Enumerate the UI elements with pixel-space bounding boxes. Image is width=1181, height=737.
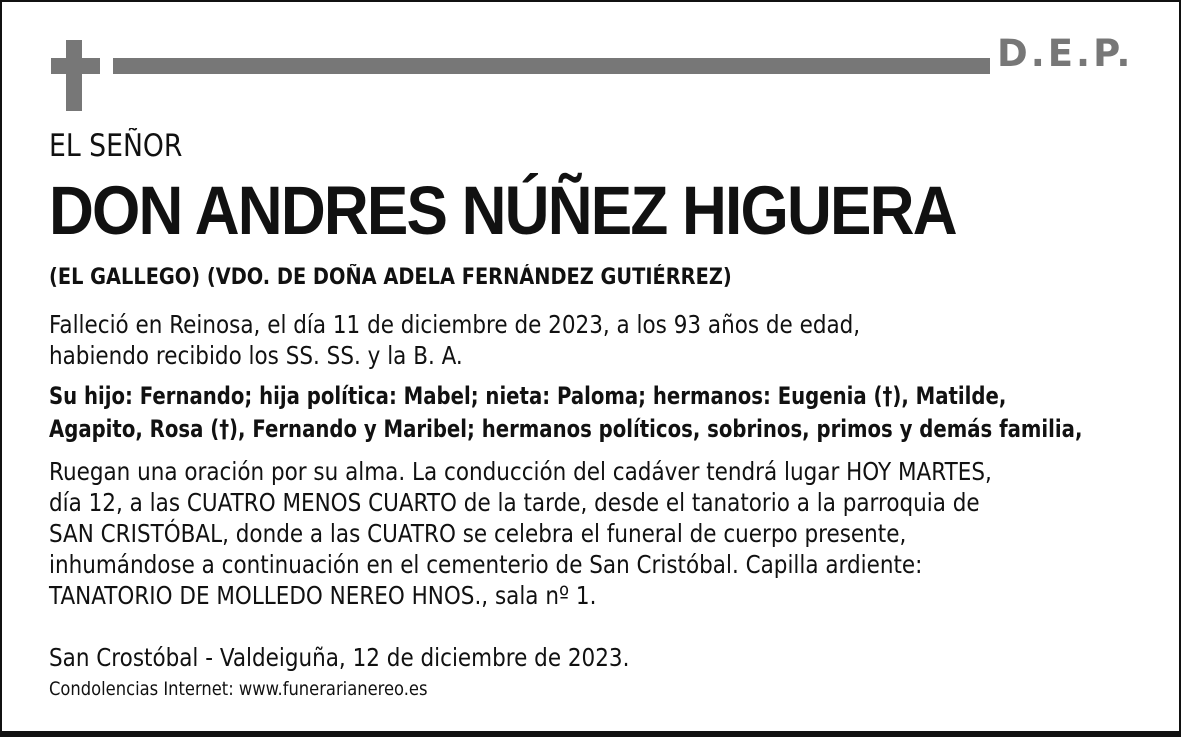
condolences-line: Condolencias Internet: www.funerarianereo.es — [49, 678, 428, 700]
deceased-alias: (EL GALLEGO) (VDO. DE DOÑA ADELA FERNÁNDEZ GUTIÉRREZ) — [49, 265, 732, 290]
death-paragraph — [49, 309, 860, 371]
funeral-line: inhumándose a continuación en el cementerio de San Cristóbal. Capilla ardiente: — [49, 550, 923, 579]
funeral-paragraph — [49, 456, 992, 611]
salutation: EL SEÑOR — [49, 128, 183, 164]
death-line: Falleció en Reinosa, el día 11 de diciembre de 2023, a los 93 años de edad, — [49, 310, 861, 339]
deceased-name: DON ANDRES NÚÑEZ HIGUERA — [49, 172, 956, 249]
family-line: Agapito, Rosa (†), Fernando y Maribel; hermanos políticos, sobrinos, primos y demás familia, — [49, 415, 1083, 443]
death-line: habiendo recibido los SS. SS. y la B. A. — [49, 341, 463, 370]
family-paragraph — [49, 380, 1082, 446]
place-date: San Crostóbal - Valdeiguña, 12 de diciembre de 2023. — [49, 643, 630, 672]
cross-horizontal-bar — [51, 58, 100, 74]
funeral-line: TANATORIO DE MOLLEDO NEREO HNOS., sala nº 1. — [49, 581, 597, 610]
dep-mark: D.E.P. — [997, 32, 1134, 75]
header-rule — [113, 58, 990, 74]
funeral-line: Ruegan una oración por su alma. La conducción del cadáver tendrá lugar HOY MARTES, — [49, 457, 992, 486]
cross-vertical-bar — [66, 40, 82, 111]
funeral-line: SAN CRISTÓBAL, donde a las CUATRO se celebra el funeral de cuerpo presente, — [49, 519, 907, 548]
funeral-line: día 12, a las CUATRO MENOS CUARTO de la tarde, desde el tanatorio a la parroquia de — [49, 488, 980, 517]
family-line: Su hijo: Fernando; hija política: Mabel; nieta: Paloma; hermanos: Eugenia (†), Matilde, — [49, 382, 1007, 410]
